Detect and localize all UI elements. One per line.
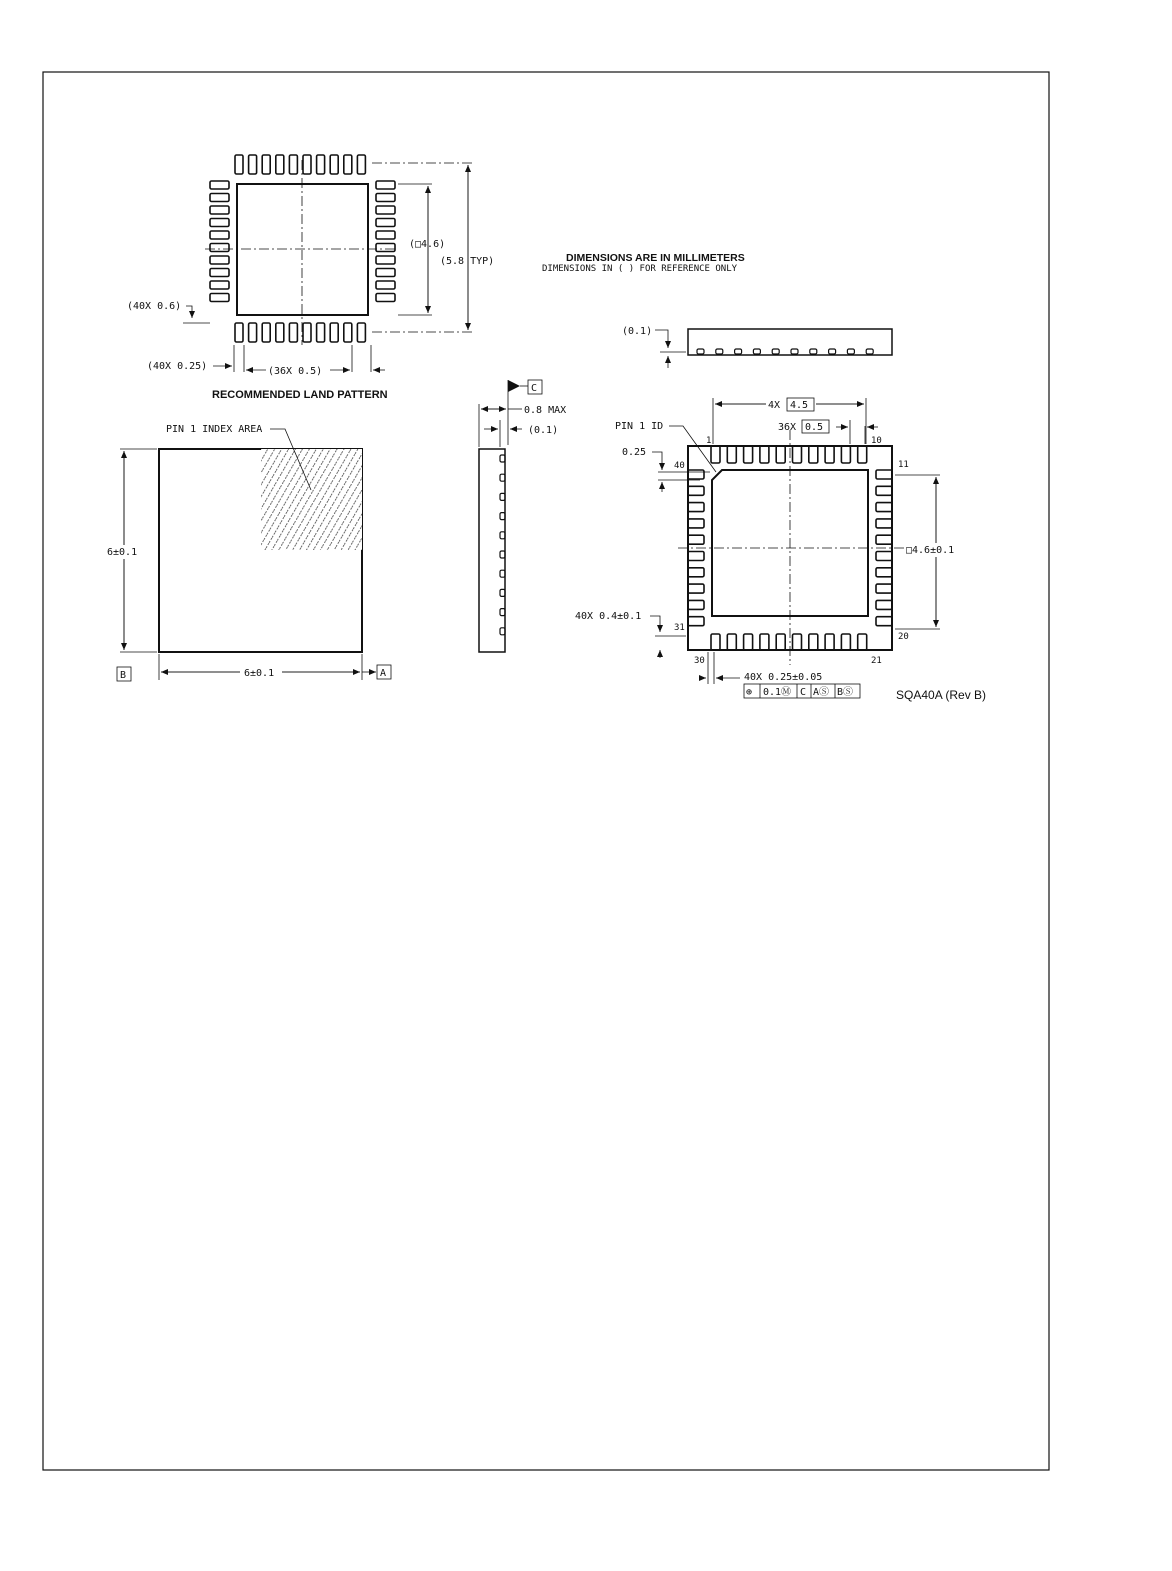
bottom-lead-bottom (858, 634, 867, 650)
bottom-lead-top (744, 446, 753, 463)
bottom-lead-top (858, 446, 867, 463)
land-pad-right (376, 294, 395, 302)
land-pad-top (317, 155, 325, 174)
corner-span: 4.5 (790, 400, 809, 411)
bottom-lead-bottom (776, 634, 785, 650)
pin-label-21: 21 (871, 656, 882, 666)
bottom-lead-left (688, 503, 704, 512)
side-lead-h (791, 349, 798, 354)
land-pad-left (210, 281, 229, 289)
bottom-lead-right (876, 486, 892, 495)
land-pad-right (376, 206, 395, 214)
land-pad-left (210, 231, 229, 239)
dim-pad-width: (40X 0.25) (147, 361, 208, 372)
bottom-lead-left (688, 584, 704, 593)
land-pad-top (289, 155, 297, 174)
land-pad-bottom (357, 323, 365, 342)
side-lead-h (847, 349, 854, 354)
land-pad-bottom (344, 323, 352, 342)
land-pad-left (210, 219, 229, 227)
land-pad-right (376, 269, 395, 277)
tol-value: 0.1Ⓜ (763, 687, 792, 698)
bottom-lead-top (776, 446, 785, 463)
tol-datum-a: AⓈ (813, 687, 830, 698)
bottom-lead-right (876, 535, 892, 544)
land-pad-right (376, 244, 395, 252)
land-pad-bottom (276, 323, 284, 342)
bottom-view (575, 397, 968, 698)
bottom-lead-right (876, 503, 892, 512)
bottom-lead-left (688, 600, 704, 609)
bottom-lead-right (876, 519, 892, 528)
pin-label-30: 30 (694, 656, 705, 666)
land-pad-top (357, 155, 365, 174)
dim-overall: (5.8 TYP) (440, 256, 495, 267)
land-pad-left (210, 294, 229, 302)
bottom-lead-bottom (760, 634, 769, 650)
land-pad-bottom (330, 323, 338, 342)
land-pad-top (249, 155, 257, 174)
lead-length-label: 40X 0.4±0.1 (575, 611, 642, 622)
bottom-lead-left (688, 568, 704, 577)
top-view (104, 424, 391, 681)
bottom-lead-left (688, 552, 704, 561)
dim-standoff-bottom: (0.1) (622, 326, 653, 337)
lead-width-label: 40X 0.25±0.05 (744, 672, 823, 683)
land-pad-left (210, 181, 229, 189)
bottom-lead-bottom (841, 634, 850, 650)
land-pad-bottom (289, 323, 297, 342)
tol-position-symbol: ⊕ (746, 687, 753, 698)
bottom-lead-top (727, 446, 736, 463)
land-pad-right (376, 219, 395, 227)
land-pad-right (376, 256, 395, 264)
datum-c: C (531, 383, 538, 394)
dim-body-width: 6±0.1 (244, 668, 275, 679)
bottom-lead-top (760, 446, 769, 463)
datum-b: B (120, 670, 127, 681)
corner-span-prefix: 4X (768, 400, 781, 411)
land-pattern-view (127, 155, 494, 401)
land-pad-left (210, 194, 229, 202)
bottom-lead-top (841, 446, 850, 463)
land-pad-top (330, 155, 338, 174)
pin1-index-label: PIN 1 INDEX AREA (166, 424, 263, 435)
bottom-lead-top (809, 446, 818, 463)
bottom-lead-bottom (809, 634, 818, 650)
bottom-lead-top (711, 446, 720, 463)
land-pad-right (376, 231, 395, 239)
land-pad-right (376, 194, 395, 202)
bottom-lead-left (688, 470, 704, 479)
bottom-lead-right (876, 617, 892, 626)
dim-body-height: 6±0.1 (107, 547, 138, 558)
pin-label-1: 1 (706, 436, 712, 446)
pin-label-20: 20 (898, 632, 909, 642)
units-title: DIMENSIONS ARE IN MILLIMETERS (566, 252, 745, 264)
page-border (43, 72, 1049, 1470)
side-lead-h (810, 349, 817, 354)
bottom-lead-left (688, 486, 704, 495)
pin-label-40: 40 (674, 461, 685, 471)
land-pad-top (344, 155, 352, 174)
bottom-lead-left (688, 617, 704, 626)
bottom-lead-right (876, 600, 892, 609)
dim-pad-square: (□4.6) (409, 239, 446, 250)
land-pad-left (210, 244, 229, 252)
bottom-lead-left (688, 519, 704, 528)
pin-label-31: 31 (674, 623, 685, 633)
side-lead-h (829, 349, 836, 354)
land-thermal-pad (237, 184, 368, 315)
dim-pitch: (36X 0.5) (268, 366, 323, 377)
pitch-value: 0.5 (805, 422, 824, 433)
land-pattern-title: RECOMMENDED LAND PATTERN (212, 389, 388, 401)
side-lead-h (753, 349, 760, 354)
pitch-prefix: 36X (778, 422, 797, 433)
tolerance-frame (744, 684, 860, 698)
bottom-lead-top (825, 446, 834, 463)
side-lead-h (866, 349, 873, 354)
side-lead-h (697, 349, 704, 354)
bottom-lead-bottom (825, 634, 834, 650)
units-subtitle: DIMENSIONS IN ( ) FOR REFERENCE ONLY (542, 264, 738, 274)
bottom-lead-right (876, 552, 892, 561)
land-pad-left (210, 256, 229, 264)
land-pad-top (235, 155, 243, 174)
land-pad-top (276, 155, 284, 174)
bottom-lead-bottom (727, 634, 736, 650)
land-pad-top (303, 155, 311, 174)
pin1-id-label: PIN 1 ID (615, 421, 664, 432)
bottom-lead-right (876, 584, 892, 593)
land-pad-right (376, 281, 395, 289)
pin-label-10: 10 (871, 436, 882, 446)
pad-square-label: □4.6±0.1 (906, 545, 955, 556)
revision-label: SQA40A (Rev B) (896, 688, 987, 702)
pin1-index-area (261, 449, 362, 550)
bottom-lead-bottom (793, 634, 802, 650)
tol-datum-b: BⓈ (837, 687, 854, 698)
side-view-horizontal (622, 326, 892, 368)
dim-pad-length: (40X 0.6) (127, 301, 182, 312)
bottom-lead-bottom (744, 634, 753, 650)
side-h-leads (697, 349, 873, 354)
land-pad-right (376, 181, 395, 189)
dim-max-height: 0.8 MAX (524, 405, 567, 416)
package-body-side-h (688, 329, 892, 355)
land-pad-left (210, 269, 229, 277)
land-pad-bottom (317, 323, 325, 342)
land-pad-bottom (262, 323, 270, 342)
bottom-lead-bottom (711, 634, 720, 650)
land-pad-top (262, 155, 270, 174)
side-lead-h (735, 349, 742, 354)
land-pad-bottom (235, 323, 243, 342)
side-lead-h (716, 349, 723, 354)
bottom-lead-top (793, 446, 802, 463)
land-pad-bottom (249, 323, 257, 342)
chamfer-label: 0.25 (622, 447, 647, 458)
dim-standoff: (0.1) (528, 425, 559, 436)
side-view (479, 380, 566, 652)
bottom-lead-right (876, 470, 892, 479)
land-pad-left (210, 206, 229, 214)
pin-label-11: 11 (898, 460, 909, 470)
land-pad-bottom (303, 323, 311, 342)
bottom-lead-right (876, 568, 892, 577)
datum-a: A (380, 668, 387, 679)
side-lead-h (772, 349, 779, 354)
tol-datum-c: C (800, 687, 807, 698)
bottom-lead-left (688, 535, 704, 544)
